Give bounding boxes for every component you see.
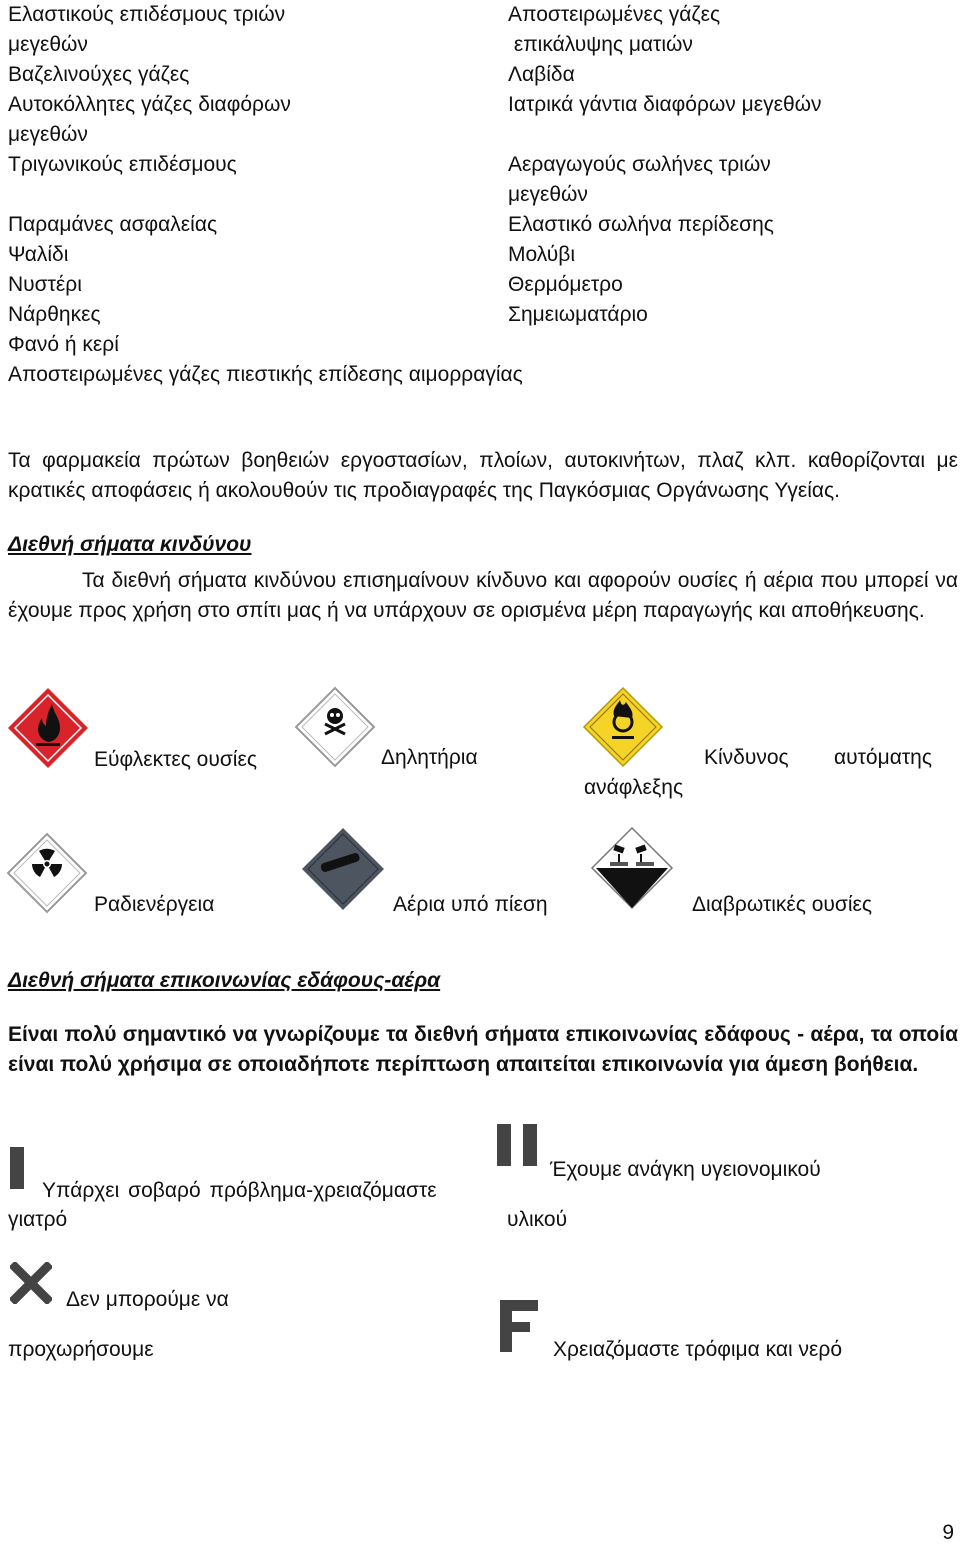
label-signal-medical-2: υλικού <box>507 1208 568 1231</box>
list-item: Αυτοκόλλητες γάζες διαφόρων <box>8 93 291 116</box>
list-item: Αποστειρωμένες γάζες πιεστικής επίδεσης αιμορραγίας <box>8 363 523 386</box>
list-item: Παραμάνες ασφαλείας <box>8 213 218 236</box>
list-item: Μολύβι <box>508 243 575 266</box>
flammable-diamond-icon <box>6 686 90 770</box>
label-signal-cannot-2: προχωρήσουμε <box>8 1338 154 1361</box>
list-item: Ψαλίδι <box>8 243 69 266</box>
label-spontaneous-2: αυτόματης <box>834 746 932 769</box>
letter-f-icon <box>500 1300 540 1352</box>
label-toxic: Δηλητήρια <box>381 746 478 769</box>
toxic-diamond-icon <box>294 686 376 768</box>
label-signal-medical-1: Έχουμε ανάγκη υγειονομικού <box>550 1158 821 1181</box>
label-corrosive: Διαβρωτικές ουσίες <box>692 893 873 916</box>
list-item: μεγεθών <box>508 183 588 206</box>
heading-hazard-signs: Διεθνή σήματα κινδύνου <box>8 533 252 556</box>
list-item <box>508 120 822 150</box>
paragraph-kits: Τα φαρμακεία πρώτων βοηθειών εργοστασίων, πλοίων, αυτοκινήτων, πλαζ κλπ. καθορίζονται με κρατικές αποφάσεις ή ακολουθούν τις προδιαγραφές της Παγκόσμιας Οργάνωσης Υγείας. <box>8 449 958 502</box>
label-spontaneous-1: Κίνδυνος <box>704 746 789 769</box>
double-bar-icon <box>497 1124 539 1166</box>
label-flammable: Εύφλεκτες ουσίες <box>94 748 257 771</box>
list-item: Νυστέρι <box>8 273 82 296</box>
spontaneous-combustion-diamond-icon <box>582 686 664 768</box>
list-item: Λαβίδα <box>508 63 575 86</box>
list-item: Θερμόμετρο <box>508 273 623 296</box>
label-radioactive: Ραδιενέργεια <box>94 893 215 916</box>
label-signal-food: Χρειαζόμαστε τρόφιμα και νερό <box>553 1338 842 1361</box>
list-item: Ελαστικούς επιδέσμους τριών <box>8 3 286 26</box>
label-spontaneous-3: ανάφλεξης <box>584 776 684 799</box>
radioactive-diamond-icon <box>6 832 88 914</box>
paragraph-ground-air: Είναι πολύ σημαντικό να γνωρίζουμε τα διεθνή σήματα επικοινωνίας εδάφους - αέρα, τα οποία είναι πολύ χρήσιμα σε οποιαδήποτε περίπτωση απαιτείται επικοινωνία για άμεση βοήθεια. <box>8 1023 958 1076</box>
page-number: 9 <box>942 1521 954 1544</box>
label-signal-doctor-2: γιατρό <box>8 1208 68 1231</box>
list-item: Ιατρικά γάντια διαφόρων μεγεθών <box>508 93 822 116</box>
list-item: Σημειωματάριο <box>508 303 648 326</box>
single-bar-icon <box>10 1147 24 1189</box>
x-mark-icon <box>10 1262 52 1304</box>
corrosive-diamond-icon <box>590 826 674 910</box>
supply-list-left <box>8 0 523 390</box>
list-item: μεγεθών <box>8 33 88 56</box>
gas-cylinder-diamond-icon <box>300 826 386 912</box>
heading-ground-air: Διεθνή σήματα επικοινωνίας εδάφους-αέρα <box>8 969 441 992</box>
supply-list-right <box>508 0 822 330</box>
list-item: Ελαστικό σωλήνα περίδεσης <box>508 213 774 236</box>
list-item <box>8 180 523 210</box>
label-signal-cannot-1: Δεν μπορούμε να <box>66 1288 229 1311</box>
list-item: επικάλυψης ματιών <box>508 33 693 56</box>
list-item: Αεραγωγούς σωλήνες τριών <box>508 153 771 176</box>
paragraph-hazard: Τα διεθνή σήματα κινδύνου επισημαίνουν κίνδυνο και αφορούν ουσίες ή αέρια που μπορεί να έχουμε προς χρήση στο σπίτι μας ή να υπάρχουν σε ορισμένα μέρη παραγωγής και αποθήκευσης. <box>8 569 958 622</box>
list-item: Αποστειρωμένες γάζες <box>508 3 721 26</box>
list-item: Τριγωνικούς επιδέσμους <box>8 153 237 176</box>
list-item: μεγεθών <box>8 123 88 146</box>
list-item: Φανό ή κερί <box>8 333 119 356</box>
list-item: Νάρθηκες <box>8 303 101 326</box>
label-gas: Αέρια υπό πίεση <box>393 893 548 916</box>
list-item: Βαζελινούχες γάζες <box>8 63 190 86</box>
label-signal-doctor-1: Υπάρχει σοβαρό πρόβλημα-χρειαζόμαστε <box>42 1179 437 1202</box>
